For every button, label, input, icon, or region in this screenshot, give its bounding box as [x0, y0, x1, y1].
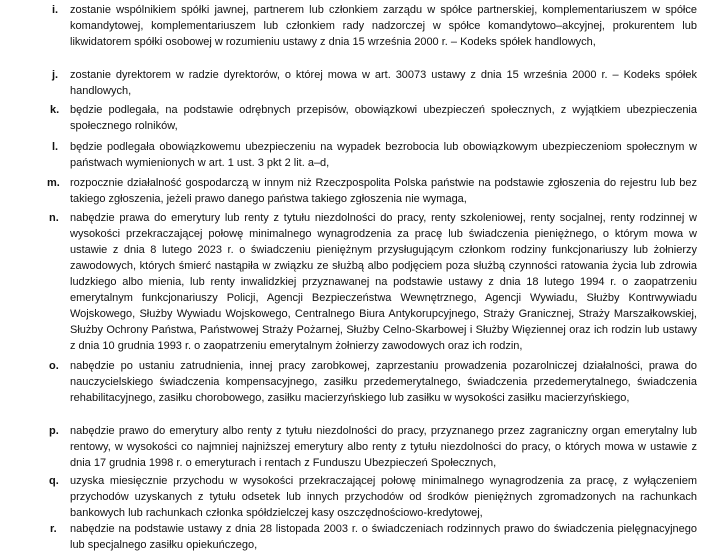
item-letter: n. [49, 212, 59, 224]
item-letter: q. [49, 475, 59, 487]
item-text: nabędzie po ustaniu zatrudnienia, innej pracy zarobkowej, zaprzestaniu prowadzenia pozarolniczej działalności, prawa do nauczycielskiego świadczenia kompensacyjnego, zasiłku przedemerytalnego, świadczenia przedemerytalnego, świadczenia rehabilitacyjnego, zasiłku chorobowego, zasiłku macierzyńskiego lub zasiłku w wysokości zasiłku macierzyńskiego, [70, 360, 697, 404]
item-text: nabędzie prawa do emerytury lub renty z tytułu niezdolności do pracy, renty szkoleniowej, renty socjalnej, renty rodzinnej w wysokości przekraczającej połowę minimalnego wynagrodzenia za pracę lub świadczenia pieniężnego, o którym mowa w ustawie z dnia 8 lutego 2023 r. o świadczeniu pieniężnym przysługującym członkom rodziny funkcjonariuszy lub żołnierzy zawodowych, których śmierć nastąpiła w związku ze służbą albo podjęciem poza służbą czynności ratowania życia lub zdrowia ludzkiego albo mienia, lub renty inwalidzkiej przyznawanej na podstawie ustawy z dnia 18 lutego 1994 r. o zaopatrzeniu emerytalnym funkcjonariuszy Policji, Agencji Bezpieczeństwa Wewnętrznego, Agencji Wywiadu, Służby Kontrwywiadu Wojskowego, Służby Wywiadu Wojskowego, Centralnego Biura Antykorupcyjnego, Straży Granicznej, Straży Marszałkowskiej, Służby Ochrony Państwa, Państwowej Straży Pożarnej, Służby Celno-Skarbowej i Służby Więziennej oraz ich rodzin lub ustawy z dnia 10 grudnia 1993 r. o zaopatrzeniu emerytalnym żołnierzy zawodowych oraz ich rodzin, [70, 212, 697, 352]
item-text: zostanie dyrektorem w radzie dyrektorów, o której mowa w art. 30073 ustawy z dnia 15 września 2000 r. – Kodeks spółek handlowych, [70, 69, 697, 97]
item-letter: o. [49, 360, 59, 372]
item-letter: r. [50, 523, 57, 535]
item-letter: i. [52, 4, 59, 16]
item-text: nabędzie prawo do emerytury albo renty z tytułu niezdolności do pracy, przyznanego przez zagraniczny organ emerytalny lub rentowy, w wysokości co najmniej najniższej emerytury albo renty z tytułu niezdolności do pracy, o których mowa w ustawie z dnia 17 grudnia 1998 r. o emeryturach i rentach z Funduszu Ubezpieczeń Społecznych, [70, 425, 697, 469]
item-text: będzie podlegała, na podstawie odrębnych przepisów, obowiązkowi ubezpieczeń społecznych, z wyjątkiem ubezpieczenia społecznego rolników, [70, 104, 697, 132]
item-letter: j. [52, 69, 59, 81]
item-letter: l. [52, 141, 59, 153]
item-text: rozpocznie działalność gospodarczą w innym niż Rzeczpospolita Polska państwie na podstawie zgłoszenia do rejestru lub bez takiego zgłoszenia, jeżeli prawo danego państwa takiego zgłoszenia nie wymaga, [70, 177, 697, 205]
item-text: zostanie wspólnikiem spółki jawnej, partnerem lub członkiem zarządu w spółce partnerskiej, komplementariuszem w spółce komandytowej, komplementariuszem lub członkiem rady nadzorczej w spółce komandytowo–akcyjnej, prokurentem lub likwidatorem spółki osobowej w rozumieniu ustawy z dnia 15 września 2000 r. – Kodeks spółek handlowych, [70, 4, 697, 48]
item-text: uzyska miesięcznie przychodu w wysokości przekraczającej połowę minimalnego wynagrodzenia za pracę, z wyłączeniem przychodów uzyskanych z tytułu odsetek lub innych przychodów od środków pieniężnych zgromadzonych na rachunkach bankowych lub rachunkach członka spółdzielczej kasy oszczędnościowo-kredytowej, [70, 475, 697, 519]
item-text: będzie podlegała obowiązkowemu ubezpieczeniu na wypadek bezrobocia lub obowiązkowym ubezpieczeniom społecznym w państwach wymienionych w art. 1 ust. 3 pkt 2 lit. a–d, [70, 141, 697, 169]
item-letter: p. [49, 425, 59, 437]
item-letter: m. [47, 177, 60, 189]
item-letter: k. [50, 104, 60, 116]
item-text: nabędzie na podstawie ustawy z dnia 28 listopada 2003 r. o świadczeniach rodzinnych prawo do świadczenia pielęgnacyjnego lub specjalnego zasiłku opiekuńczego, [70, 523, 697, 551]
